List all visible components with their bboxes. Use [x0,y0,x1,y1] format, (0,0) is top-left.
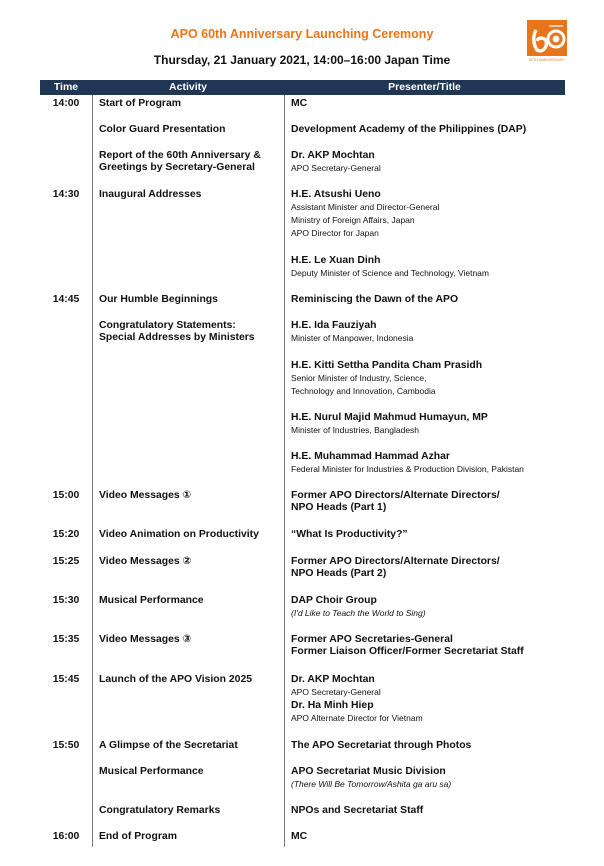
column-header-presenter: Presenter/Title [388,81,461,93]
activity-line: Greetings by Secretary-General [99,162,255,173]
presenter-cell [291,124,566,136]
presenter-cell [291,740,566,752]
presenter-name: H.E. Nurul Majid Mahmud Humayun, MP [291,412,488,423]
time-cell: 15:35 [52,634,80,645]
activity-cell [99,529,284,541]
table-header [40,80,565,95]
presenter-cell [291,412,566,437]
presenter-name: H.E. Ida Fauziyah [291,320,377,331]
activity-line: Musical Performance [99,595,204,606]
presenter-name: NPO Heads (Part 2) [291,568,387,579]
presenter-cell [291,766,566,791]
presenter-cell [291,700,566,725]
presenter-name: APO Secretariat Music Division [291,766,446,777]
activity-cell [99,634,284,646]
presenter-name: NPO Heads (Part 1) [291,502,387,513]
presenter-title: APO Alternate Director for Vietnam [291,713,423,723]
activity-line: Video Animation on Productivity [99,529,259,540]
presenter-title: Deputy Minister of Science and Technology, Vietnam [291,268,489,278]
presenter-cell [291,189,566,240]
presenter-name: “What Is Productivity?” [291,529,408,540]
page-title: APO 60th Anniversary Launching Ceremony [170,27,434,41]
presenter-cell [291,451,566,476]
activity-cell [99,595,284,607]
activity-line: Congratulatory Remarks [99,805,221,816]
activity-line: Video Messages ① [99,490,192,501]
presenter-cell [291,634,566,658]
presenter-title: APO Director for Japan [291,228,379,238]
activity-cell [99,150,284,174]
presenter-name: Dr. Ha Minh Hiep [291,700,374,711]
time-cell: 15:20 [52,529,80,540]
presenter-title: Assistant Minister and Director-General [291,202,440,212]
presenter-title: (There Will Be Tomorrow/Ashita ga aru sa) [291,779,452,789]
presenter-cell [291,294,566,306]
presenter-name: Dr. AKP Mochtan [291,674,375,685]
presenter-title: Technology and Innovation, Cambodia [291,386,436,396]
presenter-title: APO Secretary-General [291,163,381,173]
presenter-cell [291,556,566,580]
presenter-name: Dr. AKP Mochtan [291,150,375,161]
activity-line: Start of Program [99,98,181,109]
presenter-name: Development Academy of the Philippines (DAP) [291,124,527,135]
time-cell: 14:45 [52,294,80,305]
presenter-cell [291,490,566,514]
activity-line: Report of the 60th Anniversary & [99,150,261,161]
column-header-time: Time [53,81,79,93]
presenter-cell [291,805,566,817]
activity-line: Musical Performance [99,766,204,777]
presenter-cell [291,529,566,541]
activity-cell [99,189,284,201]
activity-line: Our Humble Beginnings [99,294,218,305]
time-cell: 14:00 [52,98,80,109]
presenter-cell [291,360,566,398]
activity-cell [99,674,284,686]
activity-line: Congratulatory Statements: [99,320,236,331]
presenter-name: Former APO Secretaries-General [291,634,453,645]
time-cell: 15:50 [52,740,80,751]
presenter-name: Former APO Directors/Alternate Directors/ [291,556,500,567]
column-divider [92,95,93,847]
activity-line: A Glimpse of the Secretariat [99,740,238,751]
activity-line: Color Guard Presentation [99,124,226,135]
presenter-name: H.E. Le Xuan Dinh [291,255,381,266]
presenter-cell [291,98,566,110]
time-cell: 15:30 [52,595,80,606]
time-cell: 15:25 [52,556,80,567]
presenter-cell [291,320,566,345]
column-header-activity: Activity [169,81,207,93]
logo-caption: 60TH ANNIVERSARY [529,58,565,62]
presenter-name: MC [291,98,308,109]
presenter-title: APO Secretary-General [291,687,381,697]
presenter-title: (I'd Like to Teach the World to Sing) [291,608,426,618]
activity-line: Video Messages ② [99,556,192,567]
presenter-name: Reminiscing the Dawn of the APO [291,294,459,305]
presenter-name: Former APO Directors/Alternate Directors/ [291,490,500,501]
presenter-name: DAP Choir Group [291,595,377,606]
activity-cell [99,805,284,817]
activity-cell [99,98,284,110]
presenter-title: Federal Minister for Industries & Production Division, Pakistan [291,464,524,474]
column-divider [284,95,285,847]
presenter-name: The APO Secretariat through Photos [291,740,472,751]
activity-line: Video Messages ③ [99,634,192,645]
activity-cell [99,556,284,568]
presenter-cell [291,831,566,843]
activity-cell [99,294,284,306]
presenter-cell [291,255,566,280]
activity-line: Special Addresses by Ministers [99,332,255,343]
presenter-name: H.E. Kitti Settha Pandita Cham Prasidh [291,360,483,371]
presenter-title: Minister of Industries, Bangladesh [291,425,420,435]
presenter-cell [291,595,566,620]
presenter-cell [291,150,566,175]
activity-cell [99,490,284,502]
time-cell: 15:00 [52,490,80,501]
presenter-title: Ministry of Foreign Affairs, Japan [291,215,415,225]
activity-cell [99,831,284,843]
time-cell: 14:30 [52,189,80,200]
presenter-name: H.E. Muhammad Hammad Azhar [291,451,450,462]
activity-cell [99,124,284,136]
presenter-title: Minister of Manpower, Indonesia [291,333,414,343]
presenter-name: MC [291,831,308,842]
activity-cell [99,320,284,344]
event-date: Thursday, 21 January 2021, 14:00–16:00 Japan Time [153,53,451,67]
time-cell: 15:45 [52,674,80,685]
activity-line: Launch of the APO Vision 2025 [99,674,253,685]
time-cell: 16:00 [52,831,80,842]
activity-line: End of Program [99,831,177,842]
presenter-title: Senior Minister of Industry, Science, [291,373,427,383]
activity-cell [99,740,284,752]
presenter-name: H.E. Atsushi Ueno [291,189,381,200]
presenter-cell [291,674,566,699]
presenter-name: NPOs and Secretariat Staff [291,805,424,816]
presenter-name: Former Liaison Officer/Former Secretariat Staff [291,646,524,657]
activity-cell [99,766,284,778]
activity-line: Inaugural Addresses [99,189,202,200]
